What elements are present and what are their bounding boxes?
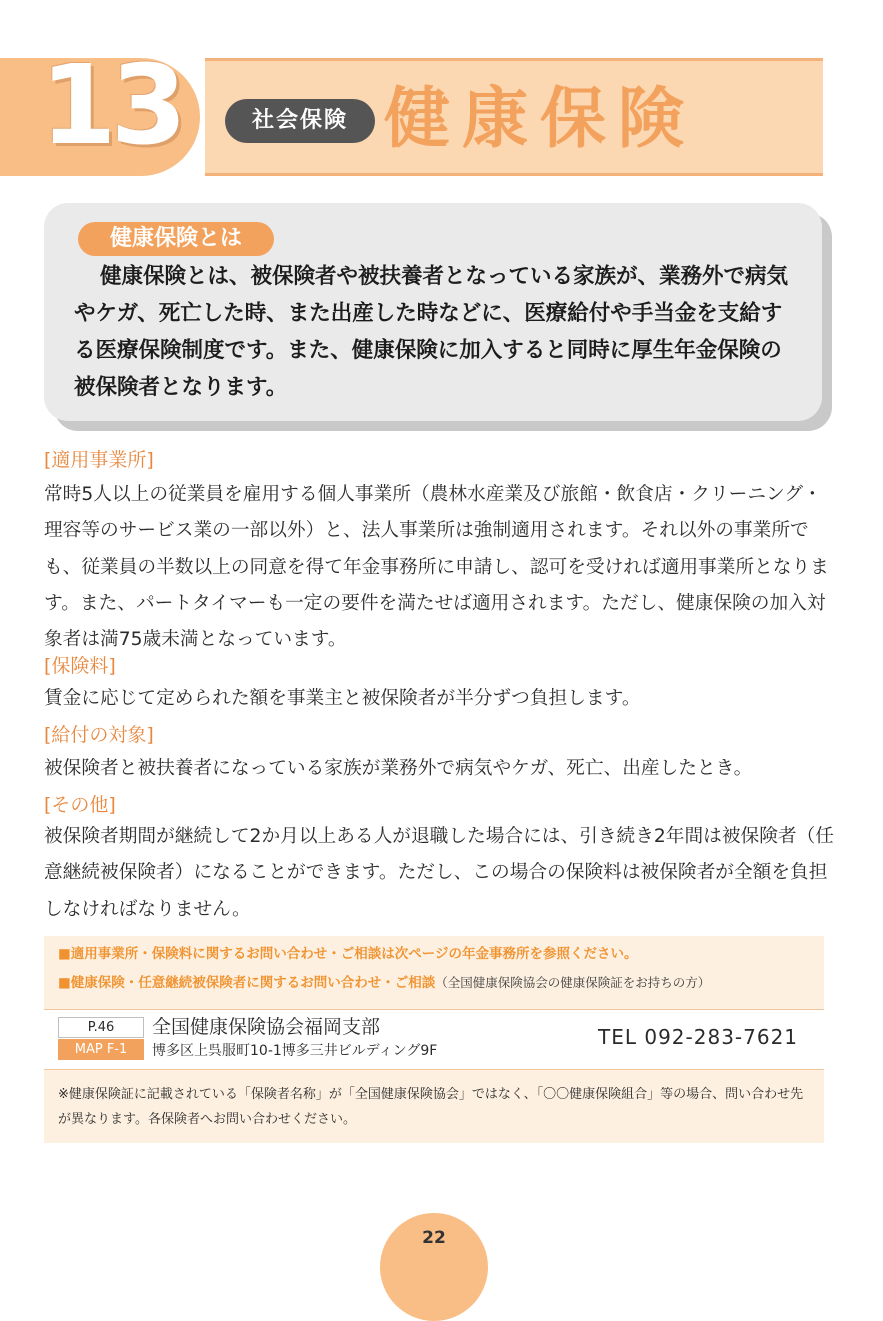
office-name: 全国健康保険協会福岡支部	[152, 1016, 381, 1038]
section-heading-other: [その他]	[44, 794, 116, 816]
section-body-premium: 賃金に応じて定められた額を事業主と被保険者が半分ずつ負担します。	[44, 688, 641, 709]
office-address: 博多区上呉服町10-1博多三井ビルディング9F	[152, 1043, 438, 1059]
chapter-number: 13	[40, 41, 182, 169]
section-heading-applicable: [適用事業所]	[44, 449, 154, 471]
section-body-benefits: 被保険者と被扶養者になっている家族が業務外で病気やケガ、死亡、出産したとき。	[44, 758, 753, 779]
notice-health-insurance	[58, 973, 710, 993]
section-heading-benefits: [給付の対象]	[44, 724, 154, 746]
office-phone: TEL 092-283-7621	[598, 1025, 799, 1049]
section-body-other: 被保険者期間が継続して2か月以上ある人が退職した場合には、引き続き2年間は被保険者（任意継続被保険者）になることができます。ただし、この場合の保険料は被保険者が全額を負担しなければなりません。	[44, 826, 834, 920]
page-title: 健康保険	[384, 80, 696, 157]
category-badge: 社会保険	[225, 99, 375, 143]
notice-pension-office: ■適用事業所・保険料に関するお問い合わせ・ご相談は次ページの年金事務所を参照ください。	[58, 946, 638, 962]
map-reference: MAP F-1	[58, 1039, 144, 1060]
notice-health-insurance-sub: （全国健康保険協会の健康保険証をお持ちの方）	[435, 975, 711, 990]
footnote: ※健康保険証に記載されている「保険者名称」が「全国健康保険協会」ではなく、「〇〇健康保険組合」等の場合、問い合わせ先が異なります。各保険者へお問い合わせください。	[58, 1087, 804, 1127]
section-heading-premium: [保険料]	[44, 655, 116, 677]
notice-health-insurance-main: ■健康保険・任意継続被保険者に関するお問い合わせ・ご相談	[58, 975, 436, 991]
page-reference: P.46	[58, 1017, 144, 1038]
intro-label: 健康保険とは	[78, 222, 274, 256]
section-body-applicable: 常時5人以上の従業員を雇用する個人事業所（農林水産業及び旅館・飲食店・クリーニング・理容等のサービス業の一部以外）と、法人事業所は強制適用されます。それ以外の事業所でも、従業員の半数以上の同意を得て年金事務所に申請し、認可を受ければ適用事業所となります。また、パートタイマーも一定の要件を満たせば適用されます。ただし、健康保険の加入対象者は満75歳未満となっています。	[44, 484, 829, 651]
page-number: 22	[422, 1228, 446, 1248]
intro-text: 健康保険とは、被保険者や被扶養者となっている家族が、業務外で病気やケガ、死亡した時、また出産した時などに、医療給付や手当金を支給する医療保険制度です。また、健康保険に加入すると同時に厚生年金保険の被保険者となります。	[74, 264, 789, 400]
